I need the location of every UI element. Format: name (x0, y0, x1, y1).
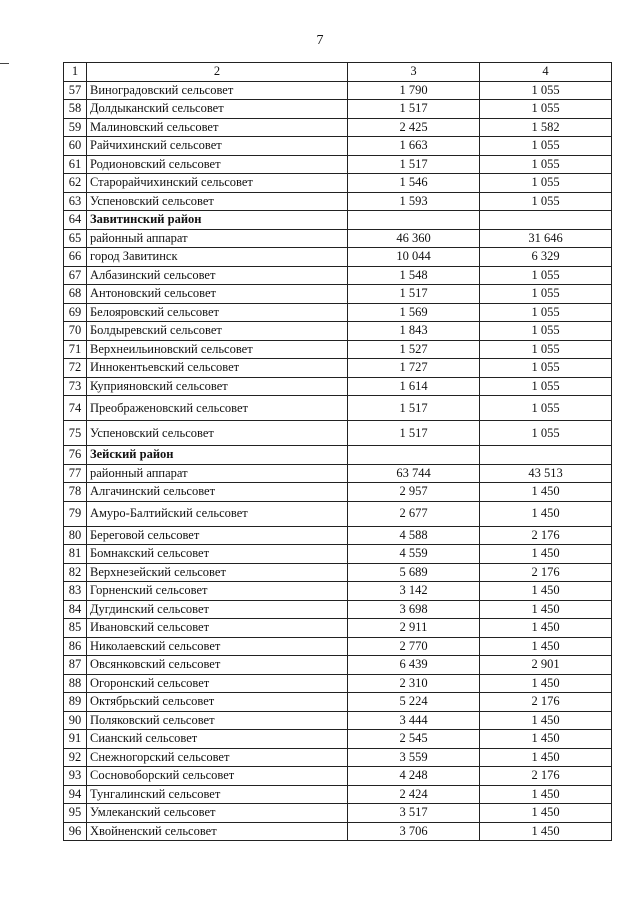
row-number-cell: 87 (64, 656, 87, 675)
table-row (64, 155, 612, 174)
row-col3-cell: 4 559 (348, 545, 480, 564)
row-col4-cell: 1 055 (480, 192, 612, 211)
table-row (64, 637, 612, 656)
row-col3-cell: 2 424 (348, 785, 480, 804)
table-row (64, 711, 612, 730)
table-row (64, 322, 612, 341)
row-number-cell: 72 (64, 359, 87, 378)
row-col4-cell: 1 450 (480, 804, 612, 823)
row-name-cell: районный аппарат (87, 464, 348, 483)
row-col3-cell: 3 706 (348, 822, 480, 841)
row-number-cell: 67 (64, 266, 87, 285)
table-row (64, 100, 612, 119)
row-col3-cell: 1 569 (348, 303, 480, 322)
row-number-cell: 58 (64, 100, 87, 119)
row-col4-cell: 43 513 (480, 464, 612, 483)
row-col3-cell: 5 224 (348, 693, 480, 712)
row-name-cell: Преображеновский сельсовет (87, 396, 348, 421)
row-number-cell: 57 (64, 81, 87, 100)
row-col4-cell: 31 646 (480, 229, 612, 248)
row-col4-cell: 1 450 (480, 501, 612, 526)
row-col3-cell: 4 248 (348, 767, 480, 786)
header-col-3: 3 (348, 63, 480, 82)
table-row (64, 582, 612, 601)
row-number-cell: 68 (64, 285, 87, 304)
row-col3-cell: 2 310 (348, 674, 480, 693)
row-col4-cell: 2 176 (480, 563, 612, 582)
row-col4-cell: 1 055 (480, 359, 612, 378)
table-row (64, 266, 612, 285)
row-number-cell: 92 (64, 748, 87, 767)
table-row (64, 464, 612, 483)
row-col3-cell: 10 044 (348, 248, 480, 267)
row-name-cell: Береговой сельсовет (87, 526, 348, 545)
table-row (64, 501, 612, 526)
row-col4-cell: 1 450 (480, 711, 612, 730)
row-col3-cell: 1 517 (348, 396, 480, 421)
row-name-cell: Виноградовский сельсовет (87, 81, 348, 100)
row-col3-cell: 1 517 (348, 155, 480, 174)
row-name-cell: Белояровский сельсовет (87, 303, 348, 322)
table-row (64, 192, 612, 211)
row-name-cell: Октябрьский сельсовет (87, 693, 348, 712)
row-col4-cell: 1 055 (480, 303, 612, 322)
row-col3-cell: 1 517 (348, 421, 480, 446)
row-name-cell: Умлеканский сельсовет (87, 804, 348, 823)
table-row (64, 174, 612, 193)
table-section-row (64, 446, 612, 465)
row-col3-cell: 2 770 (348, 637, 480, 656)
row-col4-cell (480, 211, 612, 230)
row-name-cell: Алгачинский сельсовет (87, 483, 348, 502)
row-col4-cell: 1 450 (480, 674, 612, 693)
row-col3-cell: 3 517 (348, 804, 480, 823)
row-name-cell: Райчихинский сельсовет (87, 137, 348, 156)
row-number-cell: 69 (64, 303, 87, 322)
row-col4-cell: 1 055 (480, 137, 612, 156)
row-col4-cell: 1 055 (480, 174, 612, 193)
table-row (64, 396, 612, 421)
row-col3-cell: 3 559 (348, 748, 480, 767)
row-col3-cell: 3 142 (348, 582, 480, 601)
row-col3-cell: 3 698 (348, 600, 480, 619)
row-name-cell: Дугдинский сельсовет (87, 600, 348, 619)
row-col3-cell: 5 689 (348, 563, 480, 582)
table-row (64, 285, 612, 304)
row-name-cell: Сианский сельсовет (87, 730, 348, 749)
table-row (64, 748, 612, 767)
row-name-cell: Поляковский сельсовет (87, 711, 348, 730)
row-number-cell: 96 (64, 822, 87, 841)
row-col4-cell: 6 329 (480, 248, 612, 267)
row-name-cell: Сосновоборский сельсовет (87, 767, 348, 786)
row-name-cell: Успеновский сельсовет (87, 192, 348, 211)
row-number-cell: 84 (64, 600, 87, 619)
row-number-cell: 73 (64, 377, 87, 396)
table-row (64, 118, 612, 137)
row-col4-cell: 2 176 (480, 693, 612, 712)
row-number-cell: 61 (64, 155, 87, 174)
row-number-cell: 91 (64, 730, 87, 749)
row-name-cell: Долдыканский сельсовет (87, 100, 348, 119)
row-number-cell: 85 (64, 619, 87, 638)
row-col4-cell: 1 450 (480, 822, 612, 841)
table-row (64, 693, 612, 712)
row-name-cell: Снежногорский сельсовет (87, 748, 348, 767)
table-row (64, 767, 612, 786)
table-row (64, 785, 612, 804)
row-number-cell: 90 (64, 711, 87, 730)
row-name-cell: Иннокентьевский сельсовет (87, 359, 348, 378)
row-col3-cell: 2 425 (348, 118, 480, 137)
row-name-cell: Николаевский сельсовет (87, 637, 348, 656)
row-name-cell: Овсянковский сельсовет (87, 656, 348, 675)
row-col4-cell: 1 582 (480, 118, 612, 137)
allocation-table (63, 62, 612, 841)
row-name-cell: Огоронский сельсовет (87, 674, 348, 693)
row-col4-cell: 1 055 (480, 81, 612, 100)
table-row (64, 303, 612, 322)
table-section-row (64, 211, 612, 230)
table-row (64, 340, 612, 359)
row-col4-cell: 1 450 (480, 730, 612, 749)
table-header-row (64, 63, 612, 82)
table-row (64, 229, 612, 248)
row-col3-cell: 2 545 (348, 730, 480, 749)
row-name-cell: Тунгалинский сельсовет (87, 785, 348, 804)
row-col4-cell: 1 450 (480, 582, 612, 601)
table-row (64, 674, 612, 693)
row-col3-cell (348, 446, 480, 465)
row-col4-cell: 1 450 (480, 483, 612, 502)
row-col4-cell: 2 176 (480, 526, 612, 545)
row-name-cell: Антоновский сельсовет (87, 285, 348, 304)
row-col3-cell: 1 517 (348, 100, 480, 119)
row-name-cell: Малиновский сельсовет (87, 118, 348, 137)
row-col3-cell: 1 548 (348, 266, 480, 285)
row-col3-cell: 1 663 (348, 137, 480, 156)
row-number-cell: 70 (64, 322, 87, 341)
row-col3-cell: 4 588 (348, 526, 480, 545)
row-col4-cell: 1 055 (480, 100, 612, 119)
header-col-4: 4 (480, 63, 612, 82)
row-number-cell: 71 (64, 340, 87, 359)
table-row (64, 563, 612, 582)
row-name-cell: Ивановский сельсовет (87, 619, 348, 638)
row-col4-cell: 1 055 (480, 266, 612, 285)
row-col3-cell: 1 527 (348, 340, 480, 359)
page-number: 7 (316, 33, 324, 48)
row-number-cell: 82 (64, 563, 87, 582)
row-col3-cell: 63 744 (348, 464, 480, 483)
row-col3-cell: 3 444 (348, 711, 480, 730)
row-col4-cell: 2 901 (480, 656, 612, 675)
row-name-cell: Куприяновский сельсовет (87, 377, 348, 396)
row-number-cell: 64 (64, 211, 87, 230)
row-name-cell: районный аппарат (87, 229, 348, 248)
row-name-cell: город Завитинск (87, 248, 348, 267)
row-col4-cell: 1 450 (480, 785, 612, 804)
table-row (64, 730, 612, 749)
table-row (64, 526, 612, 545)
row-col3-cell: 1 614 (348, 377, 480, 396)
row-col4-cell: 1 055 (480, 421, 612, 446)
row-col4-cell: 2 176 (480, 767, 612, 786)
row-number-cell: 93 (64, 767, 87, 786)
row-number-cell: 89 (64, 693, 87, 712)
row-col4-cell: 1 055 (480, 322, 612, 341)
row-name-cell: Болдыревский сельсовет (87, 322, 348, 341)
table-row (64, 656, 612, 675)
row-col4-cell: 1 450 (480, 545, 612, 564)
row-col3-cell (348, 211, 480, 230)
row-number-cell: 81 (64, 545, 87, 564)
row-col4-cell: 1 450 (480, 748, 612, 767)
row-name-cell: Горненский сельсовет (87, 582, 348, 601)
row-number-cell: 60 (64, 137, 87, 156)
row-number-cell: 88 (64, 674, 87, 693)
row-col3-cell: 2 677 (348, 501, 480, 526)
row-number-cell: 95 (64, 804, 87, 823)
row-name-cell: Амуро-Балтийский сельсовет (87, 501, 348, 526)
row-col4-cell: 1 055 (480, 285, 612, 304)
row-col4-cell: 1 055 (480, 340, 612, 359)
row-number-cell: 74 (64, 396, 87, 421)
row-name-cell: Завитинский район (87, 211, 348, 230)
header-col-2: 2 (87, 63, 348, 82)
row-col4-cell (480, 446, 612, 465)
row-col4-cell: 1 450 (480, 637, 612, 656)
row-col3-cell: 1 593 (348, 192, 480, 211)
row-name-cell: Хвойненский сельсовет (87, 822, 348, 841)
table-row (64, 600, 612, 619)
row-col4-cell: 1 055 (480, 155, 612, 174)
row-number-cell: 77 (64, 464, 87, 483)
row-name-cell: Родионовский сельсовет (87, 155, 348, 174)
row-col3-cell: 2 911 (348, 619, 480, 638)
row-col3-cell: 1 727 (348, 359, 480, 378)
row-col3-cell: 1 517 (348, 285, 480, 304)
row-name-cell: Верхнеильиновский сельсовет (87, 340, 348, 359)
row-col3-cell: 2 957 (348, 483, 480, 502)
table-row (64, 822, 612, 841)
row-col3-cell: 1 790 (348, 81, 480, 100)
row-col3-cell: 46 360 (348, 229, 480, 248)
table-row (64, 359, 612, 378)
table-body (64, 63, 612, 841)
row-col3-cell: 1 546 (348, 174, 480, 193)
row-number-cell: 86 (64, 637, 87, 656)
row-number-cell: 59 (64, 118, 87, 137)
row-number-cell: 63 (64, 192, 87, 211)
table-row (64, 377, 612, 396)
row-number-cell: 94 (64, 785, 87, 804)
row-number-cell: 83 (64, 582, 87, 601)
row-name-cell: Албазинский сельсовет (87, 266, 348, 285)
row-col4-cell: 1 055 (480, 377, 612, 396)
row-col4-cell: 1 450 (480, 600, 612, 619)
row-number-cell: 66 (64, 248, 87, 267)
row-number-cell: 62 (64, 174, 87, 193)
row-number-cell: 76 (64, 446, 87, 465)
row-name-cell: Бомнакский сельсовет (87, 545, 348, 564)
scan-edge-mark (0, 63, 9, 64)
row-col4-cell: 1 450 (480, 619, 612, 638)
row-number-cell: 65 (64, 229, 87, 248)
header-col-1: 1 (64, 63, 87, 82)
row-name-cell: Зейский район (87, 446, 348, 465)
table-row (64, 804, 612, 823)
row-number-cell: 80 (64, 526, 87, 545)
table-row (64, 619, 612, 638)
row-name-cell: Успеновский сельсовет (87, 421, 348, 446)
table-row (64, 137, 612, 156)
table-row (64, 248, 612, 267)
row-name-cell: Старорайчихинский сельсовет (87, 174, 348, 193)
table-row (64, 81, 612, 100)
row-col4-cell: 1 055 (480, 396, 612, 421)
table-row (64, 545, 612, 564)
table-row (64, 421, 612, 446)
row-name-cell: Верхнезейский сельсовет (87, 563, 348, 582)
table-row (64, 483, 612, 502)
row-number-cell: 78 (64, 483, 87, 502)
row-col3-cell: 6 439 (348, 656, 480, 675)
row-col3-cell: 1 843 (348, 322, 480, 341)
row-number-cell: 75 (64, 421, 87, 446)
row-number-cell: 79 (64, 501, 87, 526)
